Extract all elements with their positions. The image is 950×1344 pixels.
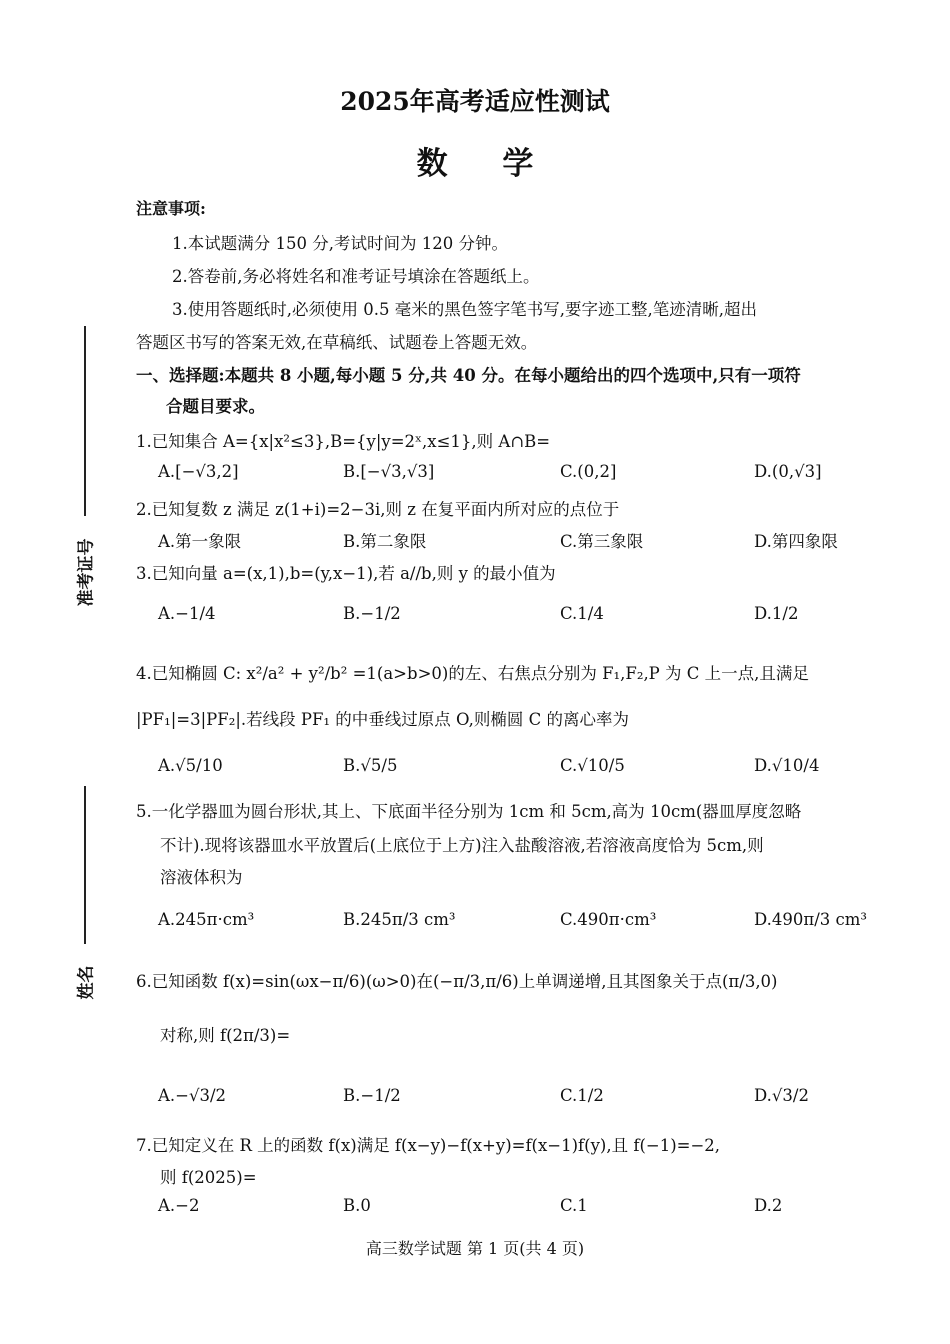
option-d: D.第四象限	[754, 532, 838, 551]
option-a: A.[−√3,2]	[158, 462, 239, 481]
exam-id-label: 准考证号	[76, 538, 97, 607]
question-2: 2.已知复数 z 满足 z(1+i)=2−3i,则 z 在复平面内所对应的点位于	[136, 500, 620, 519]
option-c: C.1	[560, 1196, 588, 1215]
option-d: D.490π/3 cm³	[754, 910, 868, 929]
question-5: 5.一化学器皿为圆台形状,其上、下底面半径分别为 1cm 和 5cm,高为 10cm(器皿厚度忽略	[136, 802, 802, 821]
option-c: C.√10/5	[560, 756, 625, 775]
name-label: 姓名	[76, 965, 97, 1000]
note-item: 3.使用答题纸时,必须使用 0.5 毫米的黑色签字笔书写,要字迹工整,笔迹清晰,超出	[172, 300, 757, 319]
option-c: C.第三象限	[560, 532, 644, 551]
question-6-cont: 对称,则 f(2π/3)=	[160, 1026, 291, 1045]
name-line	[84, 786, 86, 944]
option-a: A.−2	[158, 1196, 200, 1215]
option-a: A.√5/10	[158, 756, 223, 775]
question-4: 4.已知椭圆 C: x²/a² + y²/b² =1(a>b>0)的左、右焦点分别为 F₁,F₂,P 为 C 上一点,且满足	[136, 664, 809, 683]
page-footer: 高三数学试题 第 1 页(共 4 页)	[365, 1239, 585, 1258]
option-a: A.第一象限	[158, 532, 242, 551]
notes-heading: 注意事项:	[136, 199, 206, 218]
question-3: 3.已知向量 a=(x,1),b=(y,x−1),若 a//b,则 y 的最小值为	[136, 564, 556, 583]
question-1: 1.已知集合 A={x|x²≤3},B={y|y=2ˣ,x≤1},则 A∩B=	[136, 432, 551, 451]
question-6: 6.已知函数 f(x)=sin(ωx−π/6)(ω>0)在(−π/3,π/6)上单调递增,且其图象关于点(π/3,0)	[136, 972, 778, 991]
exam-id-line	[84, 326, 86, 516]
question-7: 7.已知定义在 R 上的函数 f(x)满足 f(x−y)−f(x+y)=f(x−1)f(y),且 f(−1)=−2,	[136, 1136, 721, 1155]
option-c: C.1/4	[560, 604, 604, 623]
option-c: C.(0,2]	[560, 462, 617, 481]
option-b: B.−1/2	[343, 1086, 401, 1105]
option-b: B.[−√3,√3]	[343, 462, 435, 481]
option-a: A.245π·cm³	[158, 910, 255, 929]
option-b: B.0	[343, 1196, 371, 1215]
section-heading: 一、选择题:本题共 8 小题,每小题 5 分,共 40 分。在每小题给出的四个选项中,只有一项符	[136, 366, 801, 385]
question-4-cont: |PF₁|=3|PF₂|.若线段 PF₁ 的中垂线过原点 O,则椭圆 C 的离心率为	[136, 710, 629, 729]
option-b: B.√5/5	[343, 756, 398, 775]
option-b: B.−1/2	[343, 604, 401, 623]
option-d: D.√10/4	[754, 756, 820, 775]
option-d: D.√3/2	[754, 1086, 809, 1105]
option-d: D.2	[754, 1196, 783, 1215]
question-5-cont: 溶液体积为	[160, 868, 243, 887]
note-item: 2.答卷前,务必将姓名和准考证号填涂在答题纸上。	[172, 267, 540, 286]
option-b: B.245π/3 cm³	[343, 910, 456, 929]
option-d: D.1/2	[754, 604, 799, 623]
subject-title: 数 学	[416, 146, 556, 182]
option-c: C.1/2	[560, 1086, 604, 1105]
question-7-cont: 则 f(2025)=	[160, 1168, 257, 1187]
note-item: 1.本试题满分 150 分,考试时间为 120 分钟。	[172, 234, 508, 253]
section-heading-cont: 合题目要求。	[166, 397, 265, 416]
note-item: 答题区书写的答案无效,在草稿纸、试题卷上答题无效。	[136, 333, 538, 352]
exam-title: 2025年高考适应性测试	[340, 87, 610, 116]
option-b: B.第二象限	[343, 532, 427, 551]
option-d: D.(0,√3]	[754, 462, 822, 481]
option-a: A.−√3/2	[158, 1086, 227, 1105]
option-c: C.490π·cm³	[560, 910, 657, 929]
question-5-cont: 不计).现将该器皿水平放置后(上底位于上方)注入盐酸溶液,若溶液高度恰为 5cm,则	[160, 836, 764, 855]
option-a: A.−1/4	[158, 604, 216, 623]
